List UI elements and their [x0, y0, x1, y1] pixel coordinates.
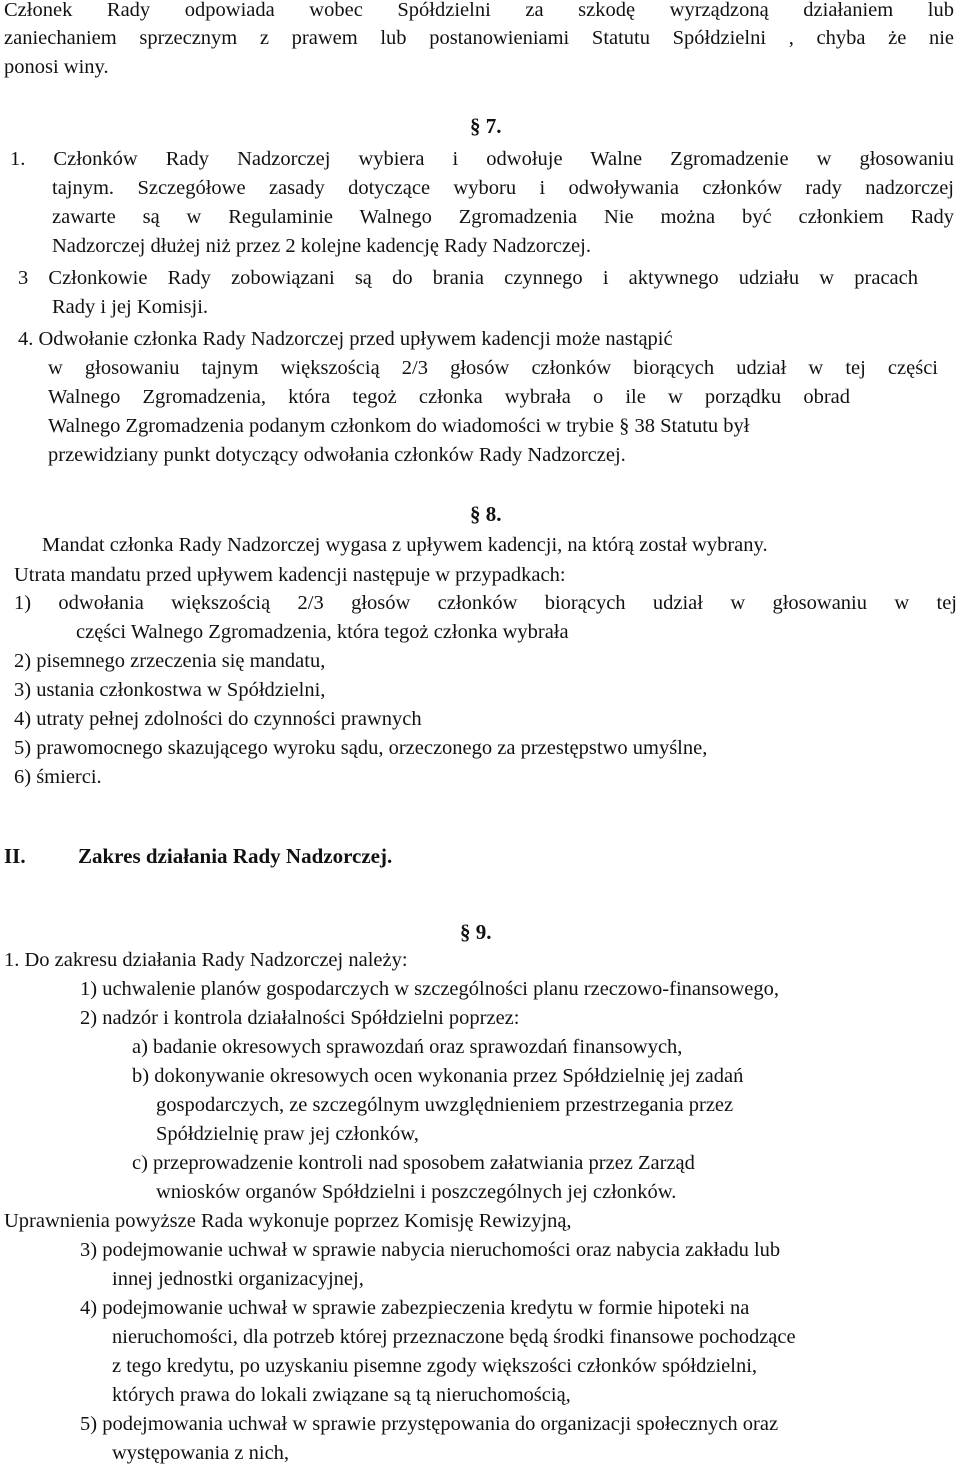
paragraph-line: w głosowaniu tajnym większością 2/3 głosów członków biorących udział w tej części [48, 357, 938, 379]
chapter-number: II. [4, 844, 26, 868]
paragraph-line: przewidziany punkt dotyczący odwołania członków Rady Nadzorczej. [48, 444, 626, 466]
chapter-title: Zakres działania Rady Nadzorczej. [78, 844, 393, 868]
list-item: 1) uchwalenie planów gospodarczych w szczególności planu rzeczowo-finansowego, [80, 978, 780, 1000]
paragraph-line: Członek Rady odpowiada wobec Spółdzielni za szkodę wyrządzoną działaniem lub [4, 0, 954, 21]
sub-list-item-continuation: wniosków organów Spółdzielni i poszczególnych jej członków. [156, 1181, 677, 1203]
sub-list-item: b) dokonywanie okresowych ocen wykonania przez Spółdzielnię jej zadań [132, 1065, 744, 1087]
section-heading-9: § 9. [460, 920, 492, 944]
list-item: 3) podejmowanie uchwał w sprawie nabycia nieruchomości oraz nabycia zakładu lub [80, 1239, 781, 1261]
paragraph-line: Rady i jej Komisji. [52, 296, 209, 318]
list-item: 2) nadzór i kontrola działalności Spółdzielni poprzez: [80, 1007, 520, 1029]
paragraph-line: 1. Do zakresu działania Rady Nadzorczej należy: [4, 949, 408, 971]
section-symbol-icon: § [460, 920, 471, 944]
paragraph-line: zawarte są w Regulaminie Walnego Zgromadzenia Nie można być członkiem Rady [52, 206, 954, 228]
sub-list-item-continuation: Spółdzielnię praw jej członków, [156, 1123, 419, 1145]
list-item: 6) śmierci. [14, 766, 102, 788]
list-item-continuation: których prawa do lokali związane są tą nieruchomością, [112, 1384, 571, 1406]
paragraph-line: zaniechaniem sprzecznym z prawem lub postanowieniami Statutu Spółdzielni , chyba że nie [4, 27, 954, 49]
paragraph-line: ponosi winy. [4, 56, 109, 78]
paragraph-line: 3 Członkowie Rady zobowiązani są do brania czynnego i aktywnego udziału w pracach [18, 267, 918, 289]
paragraph-line: Utrata mandatu przed upływem kadencji następuje w przypadkach: [14, 564, 566, 586]
paragraph-line: tajnym. Szczegółowe zasady dotyczące wyboru i odwoływania członków rady nadzorczej [52, 177, 954, 199]
list-item: 4) podejmowanie uchwał w sprawie zabezpieczenia kredytu w formie hipoteki na [80, 1297, 750, 1319]
section-symbol-icon: § [619, 415, 630, 437]
section-symbol-icon: § [470, 114, 481, 138]
list-item: 1) odwołania większością 2/3 głosów członków biorących udział w głosowaniu w tej [14, 592, 957, 614]
list-item: 5) prawomocnego skazującego wyroku sądu, orzeczonego za przestępstwo umyślne, [14, 737, 708, 759]
list-item: 4) utraty pełnej zdolności do czynności prawnych [14, 708, 422, 730]
list-item-continuation: z tego kredytu, po uzyskaniu pisemne zgody większości członków spółdzielni, [112, 1355, 758, 1377]
paragraph-line: Walnego Zgromadzenia podanym członkom do wiadomości w trybie § 38 Statutu był [48, 415, 750, 437]
list-item: 3) ustania członkostwa w Spółdzielni, [14, 679, 326, 701]
paragraph-line: Uprawnienia powyższe Rada wykonuje poprzez Komisję Rewizyjną, [4, 1210, 572, 1232]
list-item-continuation: części Walnego Zgromadzenia, która tegoż członka wybrała [76, 621, 569, 643]
section-symbol-icon: § [470, 502, 481, 526]
paragraph-line: 1. Członków Rady Nadzorczej wybiera i odwołuje Walne Zgromadzenie w głosowaniu [10, 148, 954, 170]
paragraph-line: Walnego Zgromadzenia, która tegoż członka wybrała o ile w porządku obrad [48, 386, 850, 408]
paragraph-line: Mandat członka Rady Nadzorczej wygasa z upływem kadencji, na którą został wybrany. [42, 534, 768, 556]
list-item: 2) pisemnego zrzeczenia się mandatu, [14, 650, 326, 672]
sub-list-item: a) badanie okresowych sprawozdań oraz sprawozdań finansowych, [132, 1036, 683, 1058]
list-item-continuation: nieruchomości, dla potrzeb której przeznaczone będą środki finansowe pochodzące [112, 1326, 796, 1348]
list-item-continuation: innej jednostki organizacyjnej, [112, 1268, 364, 1290]
list-item-continuation: występowania z nich, [112, 1442, 290, 1464]
paragraph-line: Nadzorczej dłużej niż przez 2 kolejne kadencję Rady Nadzorczej. [52, 235, 591, 257]
section-heading-7: § 7. [470, 114, 502, 138]
sub-list-item: c) przeprowadzenie kontroli nad sposobem załatwiania przez Zarząd [132, 1152, 695, 1174]
section-heading-8: § 8. [470, 502, 502, 526]
paragraph-line: 4. Odwołanie członka Rady Nadzorczej przed upływem kadencji może nastąpić [18, 328, 673, 350]
list-item: 5) podejmowania uchwał w sprawie przystępowania do organizacji społecznych oraz [80, 1413, 779, 1435]
sub-list-item-continuation: gospodarczych, ze szczególnym uwzględnieniem przestrzegania przez [156, 1094, 734, 1116]
